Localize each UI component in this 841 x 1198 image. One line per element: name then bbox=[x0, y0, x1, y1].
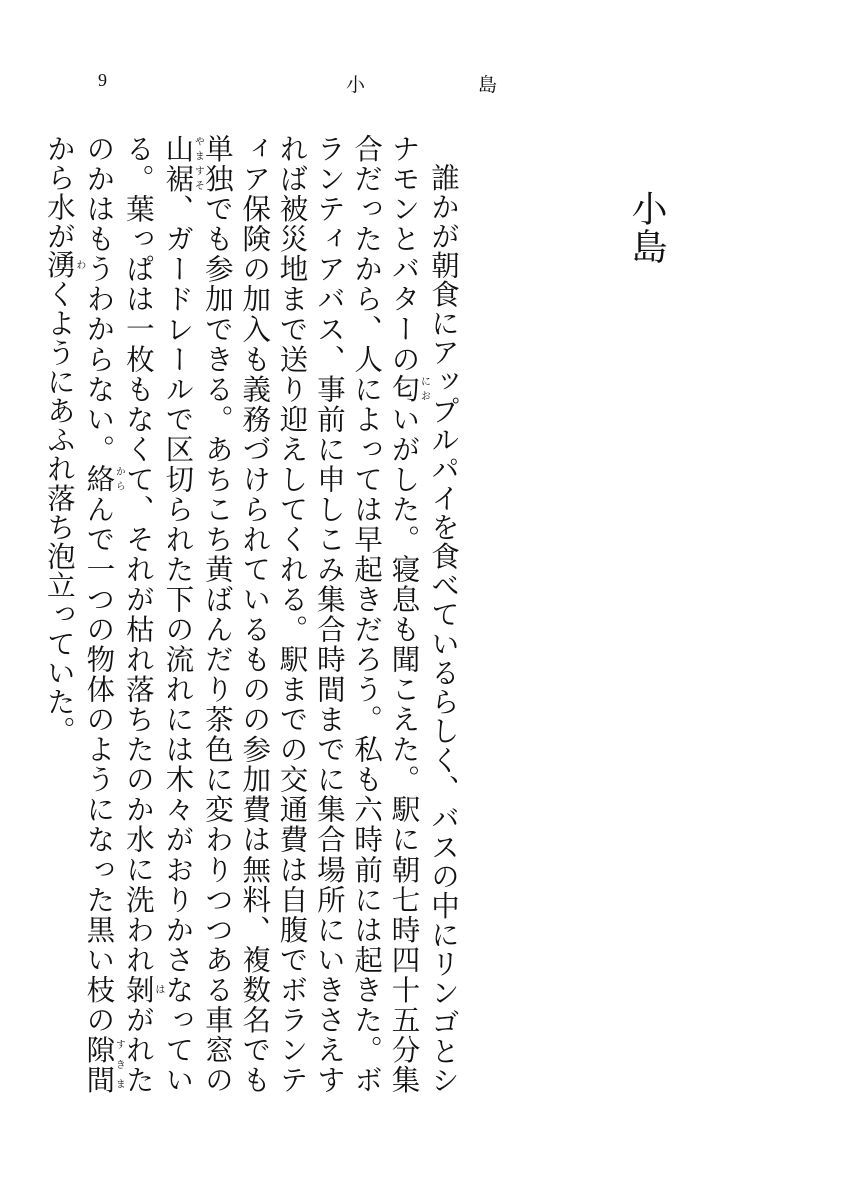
ruby-base: 剝 bbox=[121, 974, 155, 1005]
ruby-reading: やますそ bbox=[192, 134, 204, 194]
ruby-reading: すきま bbox=[113, 1034, 125, 1094]
ruby-reading: にお bbox=[418, 374, 430, 404]
text-segment: くようにあふれ落ち泡立っていた。 bbox=[42, 279, 76, 746]
paragraph bbox=[41, 134, 462, 1094]
ruby-base: 湧 bbox=[42, 250, 76, 280]
text-segment: がれたのかはもうわからない。 bbox=[82, 134, 155, 1094]
ruby-annotation bbox=[82, 464, 125, 495]
ruby-base: 山裾 bbox=[161, 134, 195, 195]
text-segment: いがした。寝息も聞こえた。駅に朝七時四十五分集合だったから、人によっては早起きだろう。私も六時前には起きた。ボランティアバス、事前に申しこみ集合時間までに集合場所にいきさえすれば被災地まで送り迎えしてくれる。駅までの交通費は自腹でボランティア保険の加入も義務づけられているものの参加費は無料、複数名でも単独でも参加できる。あちこち黄ばんだり茶色に変わりつつある車窓の bbox=[200, 134, 421, 1094]
text-segment: んで一つの物体のようになった黒い枝の bbox=[82, 494, 116, 1035]
ruby-reading: わ bbox=[73, 250, 85, 280]
running-head-title-char-2: 島 bbox=[478, 74, 498, 96]
text-segment: 誰かが朝食にアップルパイを食べているらしく、バスの中にリンゴとシナモンとバターの bbox=[387, 134, 460, 1094]
body-text bbox=[42, 134, 462, 1095]
ruby-annotation bbox=[42, 250, 85, 280]
running-head bbox=[0, 70, 841, 100]
ruby-base: 匂 bbox=[387, 374, 421, 405]
ruby-reading: から bbox=[113, 464, 125, 494]
ruby-base: 絡 bbox=[82, 464, 116, 495]
text-segment: から水が bbox=[42, 134, 76, 251]
page-number: 9 bbox=[98, 70, 107, 90]
chapter-title: 小島 bbox=[626, 190, 667, 266]
ruby-annotation bbox=[121, 974, 164, 1005]
ruby-annotation bbox=[387, 374, 430, 405]
running-head-title-char-1: 小 bbox=[346, 74, 366, 96]
ruby-annotation bbox=[161, 134, 204, 195]
text-segment: 、ガードレールで区切られた下の流れには木々がおりかさなっている。葉っぱは一枚もなくて、それが枯れ落ちたのか水に洗われ bbox=[121, 134, 195, 1095]
ruby-annotation bbox=[82, 1034, 125, 1094]
ruby-reading: は bbox=[152, 974, 164, 1004]
ruby-base: 隙間 bbox=[82, 1034, 116, 1094]
